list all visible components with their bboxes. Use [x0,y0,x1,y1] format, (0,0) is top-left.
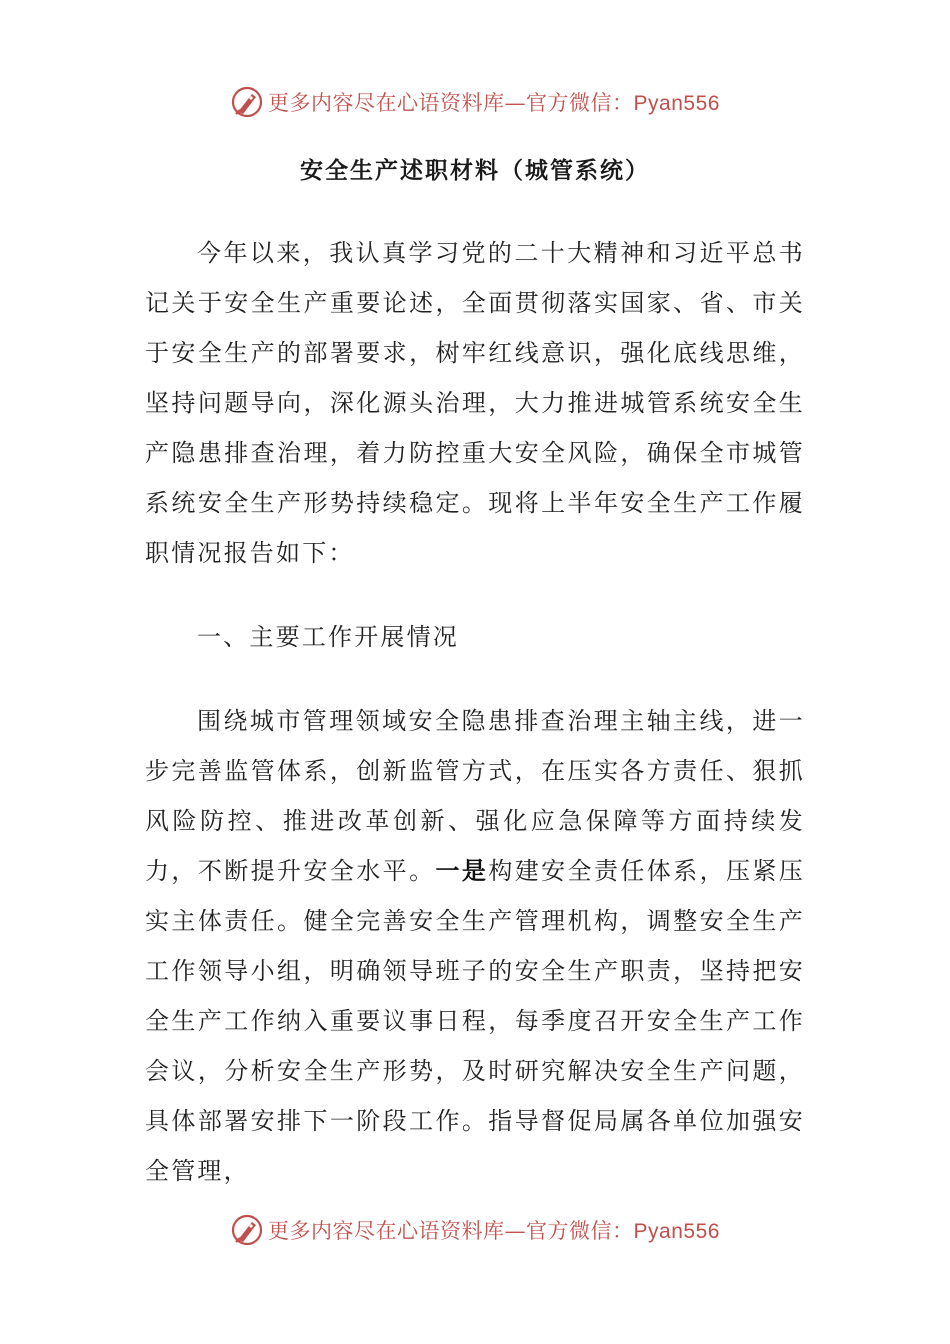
document-title: 安全生产述职材料（城管系统） [300,157,650,184]
section-paragraph-part-2: 构建安全责任体系，压紧压实主体责任。健全完善安全生产管理机构，调整安全生产工作领导小组，明确领导班子的安全生产职责，坚持把安全生产工作纳入重要议事日程，每季度召开安全生产工作会议，分析安全生产形势，及时研究解决安全生产问题，具体部署安排下一阶段工作。指导督促局属各单位加强安全管理， [145,857,805,1185]
header-banner-wechat-id: Pyan556 [633,92,720,115]
footer-banner [0,1210,950,1250]
footer-banner-wechat-id: Pyan556 [633,1220,720,1243]
footer-banner-text [268,1215,720,1245]
document-body [145,228,805,1196]
header-banner-text [268,87,720,117]
pen-nib-logo-icon [230,1213,264,1247]
footer-banner-cn: 更多内容尽在心语资料库—官方微信： [268,1219,634,1243]
intro-paragraph: 今年以来，我认真学习党的二十大精神和习近平总书记关于安全生产重要论述，全面贯彻落实国家、省、市关于安全生产的部署要求，树牢红线意识，强化底线思维，坚持问题导向，深化源头治理，大力推进城管系统安全生产隐患排查治理，着力防控重大安全风险，确保全市城管系统安全生产形势持续稳定。现将上半年安全生产工作履职情况报告如下： [145,239,805,567]
section-paragraph-part-1: 围绕城市管理领域安全隐患排查治理主轴主线，进一步完善监管体系，创新监管方式，在压实各方责任、狠抓风险防控、推进改革创新、强化应急保障等方面持续发力，不断提升安全水平。 [145,707,805,885]
pen-nib-logo-icon [230,85,264,119]
section-paragraph-lead: 一是 [435,856,489,885]
section-paragraph [145,696,805,1196]
section-heading: 一、主要工作开展情况 [197,623,459,651]
header-banner [0,82,950,122]
header-banner-cn: 更多内容尽在心语资料库—官方微信： [268,91,634,115]
